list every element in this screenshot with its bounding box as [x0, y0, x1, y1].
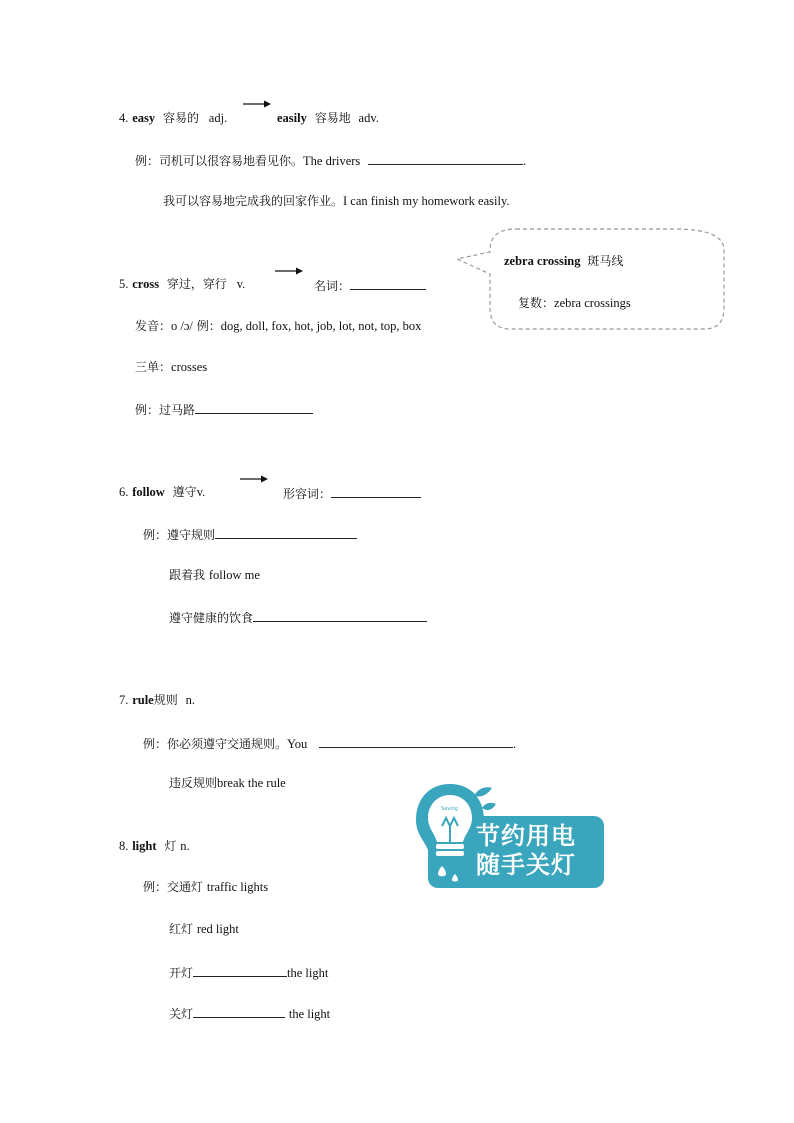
item7-example1-en: You	[287, 737, 308, 751]
item5-noun	[314, 276, 426, 294]
item5-pronunciation	[135, 318, 421, 334]
bubble-term: zebra crossing	[504, 254, 581, 268]
item4-word: easy	[132, 111, 156, 125]
item5-pron-label: 发音：	[135, 319, 172, 333]
item4-example1-cn: 司机可以很容易地看见你。	[159, 154, 304, 168]
bubble-plural: zebra crossings	[554, 296, 631, 310]
item8-headline	[119, 838, 190, 854]
speech-bubble-shape	[456, 228, 726, 332]
item5-pron-ex-label: 例：	[196, 319, 221, 333]
item6-example1-cn: 遵守规则	[167, 528, 216, 542]
item6-meaning: 遵守	[172, 485, 197, 499]
item6-example2	[169, 567, 260, 583]
poster-line2: 随手关灯	[476, 851, 576, 879]
item8-example-label: 例：	[143, 880, 168, 894]
item8-number: 8.	[119, 839, 129, 853]
item5-headline	[119, 276, 245, 292]
item5-third: crosses	[171, 360, 208, 374]
item4-meaning: 容易的	[162, 111, 199, 125]
item7-example2-en: break the rule	[217, 776, 286, 790]
item5-third-person	[135, 359, 207, 375]
item6-arrow-icon	[240, 474, 268, 484]
item5-noun-blank[interactable]	[350, 276, 426, 290]
bubble-term-line	[504, 252, 623, 269]
item4-example1-end: .	[523, 154, 527, 168]
item7-headline	[119, 692, 195, 708]
item6-example-label: 例：	[143, 528, 168, 542]
item8-example3-en: the light	[287, 966, 329, 980]
item6-example3	[169, 608, 427, 626]
item4-example-label: 例：	[135, 154, 160, 168]
zebra-crossing-callout	[490, 228, 724, 328]
item5-example	[135, 400, 313, 418]
item5-pos: v.	[236, 277, 246, 291]
item5-number: 5.	[119, 277, 129, 291]
item6-adj-blank[interactable]	[331, 484, 421, 498]
item6-example2-en: follow me	[208, 568, 260, 582]
item6-adjective	[283, 484, 421, 502]
item6-pos: v.	[196, 485, 206, 499]
item6-number: 6.	[119, 485, 129, 499]
item4-example2	[163, 193, 510, 209]
item4-example1-blank[interactable]	[368, 151, 523, 165]
item5-third-label: 三单：	[135, 360, 172, 374]
item6-word: follow	[132, 485, 165, 499]
item8-example2	[169, 921, 239, 937]
item7-example1-cn: 你必须遵守交通规则。	[167, 737, 288, 751]
item4-pos: adj.	[208, 111, 228, 125]
item4-derived-meaning: 容易地	[314, 111, 351, 125]
item4-derived-pos: adv.	[358, 111, 379, 125]
item5-example-label: 例：	[135, 403, 160, 417]
item8-example1	[143, 879, 268, 895]
poster-text	[476, 822, 576, 880]
item5-meaning: 穿过，穿行	[166, 277, 227, 291]
item6-adj-label: 形容词：	[283, 487, 332, 501]
item4-example2-en: I can finish my homework easily.	[343, 194, 510, 208]
item8-meaning: 灯	[164, 839, 177, 853]
item7-example1-blank[interactable]	[319, 734, 513, 748]
item4-number: 4.	[119, 111, 129, 125]
item4-derived	[277, 110, 379, 126]
item7-example2-cn: 违反规则	[169, 776, 218, 790]
item5-pron-examples: dog, doll, fox, hot, job, lot, not, top, box	[220, 319, 422, 333]
item4-headline	[119, 110, 227, 126]
item5-pron: o /ɔ/	[171, 319, 193, 333]
item7-example1	[143, 734, 516, 752]
item4-example1	[135, 151, 526, 169]
item7-example-label: 例：	[143, 737, 168, 751]
item4-example2-cn: 我可以容易地完成我的回家作业。	[163, 194, 344, 208]
item8-example1-en: traffic lights	[206, 880, 269, 894]
item7-example2	[169, 775, 286, 791]
bulb-caption: Saving	[441, 806, 458, 812]
item4-example1-en: The drivers	[303, 154, 361, 168]
item6-example3-cn: 遵守健康的饮食	[169, 611, 254, 625]
item4-derived-word: easily	[277, 111, 307, 125]
item6-headline	[119, 484, 205, 500]
item8-word: light	[132, 839, 157, 853]
item7-example1-end: .	[513, 737, 517, 751]
item7-word: rule	[132, 693, 154, 707]
item4-arrow-icon	[243, 99, 271, 109]
poster-line1: 节约用电	[476, 822, 576, 850]
item8-example4-en: the light	[288, 1007, 331, 1021]
item5-word: cross	[132, 277, 160, 291]
item5-example-blank[interactable]	[195, 400, 313, 414]
item8-example4	[169, 1004, 330, 1022]
item8-example4-cn: 关灯	[169, 1007, 194, 1021]
item5-example-cn: 过马路	[159, 403, 196, 417]
item6-example3-blank[interactable]	[253, 608, 427, 622]
item8-example3-cn: 开灯	[169, 966, 194, 980]
bubble-plural-label: 复数：	[518, 296, 555, 310]
item8-example3	[169, 963, 328, 981]
item8-pos: n.	[180, 839, 190, 853]
item8-example3-blank[interactable]	[193, 963, 287, 977]
item6-example1	[143, 525, 357, 543]
item7-pos: n.	[185, 693, 195, 707]
item8-example2-en: red light	[196, 922, 239, 936]
save-electricity-poster	[412, 782, 606, 890]
item6-example2-cn: 跟着我	[169, 568, 206, 582]
bubble-term-cn: 斑马线	[587, 254, 624, 268]
item8-example2-cn: 红灯	[169, 922, 194, 936]
item7-number: 7.	[119, 693, 129, 707]
bubble-plural-line	[518, 294, 631, 311]
item8-example4-blank[interactable]	[193, 1004, 285, 1018]
item5-arrow-icon	[275, 266, 303, 276]
item8-example1-cn: 交通灯	[167, 880, 204, 894]
item7-meaning: 规则	[153, 693, 178, 707]
item6-example1-blank[interactable]	[215, 525, 357, 539]
item5-noun-label: 名词：	[314, 279, 351, 293]
